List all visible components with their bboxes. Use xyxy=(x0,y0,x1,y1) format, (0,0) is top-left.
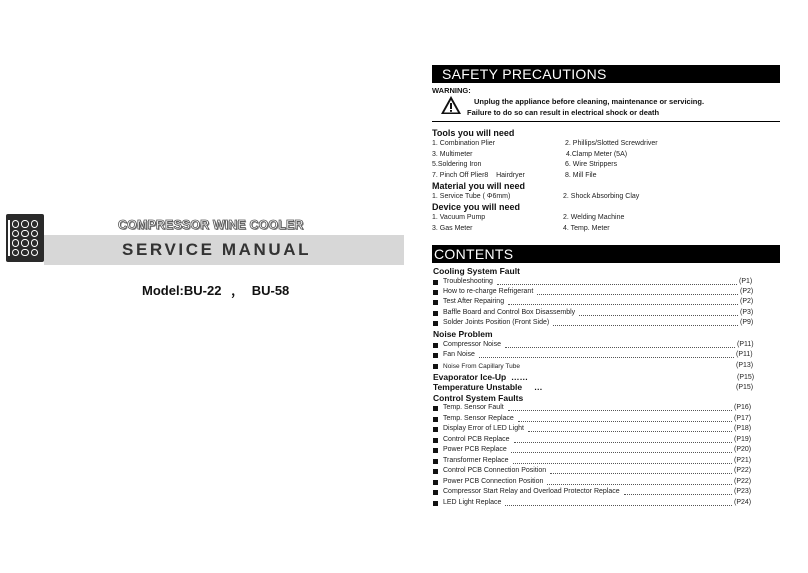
brand-logo-icon xyxy=(6,214,44,262)
contents-header: CONTENTS xyxy=(432,245,780,263)
toc-item-label: Fan Noise xyxy=(443,351,475,358)
bullet-square-icon xyxy=(433,480,438,485)
bullet-square-icon xyxy=(433,459,438,464)
toc-section-page: (P15) xyxy=(736,384,754,391)
toc-item-label: Compressor Start Relay and Overload Protector Replace xyxy=(443,488,620,495)
toc-item[interactable] xyxy=(433,404,753,414)
tool-item: 2. Phillips/Slotted Screwdriver xyxy=(565,140,658,147)
toc-item-label: Display Error of LED Light xyxy=(443,425,524,432)
toc-item[interactable] xyxy=(433,499,753,509)
toc-item-label: Compressor Noise xyxy=(443,341,501,348)
toc-item[interactable] xyxy=(433,362,753,372)
device-item: 1. Vacuum Pump xyxy=(432,214,486,221)
toc-item[interactable] xyxy=(433,478,753,488)
toc-item-label: Power PCB Connection Position xyxy=(443,478,544,485)
bullet-square-icon xyxy=(433,290,438,295)
bullet-square-icon xyxy=(433,311,438,316)
bullet-square-icon xyxy=(433,321,438,326)
bullet-square-icon xyxy=(433,490,438,495)
toc-section-heading: Evaporator Ice-Up xyxy=(433,372,507,382)
toc-item[interactable] xyxy=(433,457,753,467)
toc-item-page: (P17) xyxy=(734,415,752,422)
device-heading: Device you will need xyxy=(432,202,521,212)
toc-item-label: Control PCB Replace xyxy=(443,436,510,443)
toc-item[interactable] xyxy=(433,415,753,425)
toc-item-label: Temp. Sensor Fault xyxy=(443,404,504,411)
tool-item: 5.Soldering Iron xyxy=(432,161,482,168)
safety-header: SAFETY PRECAUTIONS xyxy=(432,65,780,83)
tool-item: 6. Wire Strippers xyxy=(565,161,618,168)
toc-item-page: (P22) xyxy=(734,467,752,474)
toc-item-label: Transformer Replace xyxy=(443,457,509,464)
bullet-square-icon xyxy=(433,438,438,443)
tools-heading: Tools you will need xyxy=(432,128,515,138)
toc-section-page: (P15) xyxy=(737,374,755,381)
bullet-square-icon xyxy=(433,300,438,305)
bullet-square-icon xyxy=(433,469,438,474)
model-second: BU-58 xyxy=(251,283,290,298)
model-separator: ， xyxy=(231,283,245,298)
toc-section-heading: Noise Problem xyxy=(433,329,493,339)
toc-item-page: (P18) xyxy=(734,425,752,432)
bullet-square-icon xyxy=(433,364,438,369)
toc-item[interactable] xyxy=(433,436,753,446)
bullet-square-icon xyxy=(433,501,438,506)
cover-subtitle: COMPRESSOR WINE COOLER xyxy=(118,218,304,232)
toc-item[interactable] xyxy=(433,319,753,329)
toc-item[interactable] xyxy=(433,351,753,361)
model-first: Model:BU-22 xyxy=(142,283,222,298)
toc-item-label: LED Light Replace xyxy=(443,499,502,506)
device-item: 4. Temp. Meter xyxy=(563,225,610,232)
toc-item-page: (P24) xyxy=(734,499,752,506)
toc-item-page: (P13) xyxy=(736,362,754,369)
toc-item-label: Baffle Board and Control Box Disassembly xyxy=(443,309,576,316)
toc-item-page: (P22) xyxy=(734,478,752,485)
toc-item[interactable] xyxy=(433,288,753,298)
tool-item: 3. Multimeter xyxy=(432,151,473,158)
toc-item[interactable] xyxy=(433,446,753,456)
material-item: 1. Service Tube ( Φ6mm) xyxy=(432,193,511,200)
toc-item-page: (P16) xyxy=(734,404,752,411)
toc-item[interactable] xyxy=(433,309,753,319)
bullet-square-icon xyxy=(433,280,438,285)
model-line xyxy=(142,280,289,299)
toc-item-label: Test After Repairing xyxy=(443,298,505,305)
device-item: 2. Welding Machine xyxy=(563,214,625,221)
bullet-square-icon xyxy=(433,417,438,422)
tool-item: 8. Mill File xyxy=(565,172,597,179)
toc-item-page: (P9) xyxy=(740,319,754,326)
toc-item-label: Control PCB Connection Position xyxy=(443,467,547,474)
toc-item-page: (P23) xyxy=(734,488,752,495)
warning-line-2: Failure to do so can result in electrical shock or death xyxy=(467,108,660,117)
bullet-square-icon xyxy=(433,448,438,453)
toc-item-page: (P20) xyxy=(734,446,752,453)
toc-item[interactable] xyxy=(433,278,753,288)
toc-item-page: (P3) xyxy=(740,309,754,316)
toc-item-label: Noise From Capillary Tube xyxy=(443,363,520,370)
warning-label: WARNING: xyxy=(432,86,471,95)
device-item: 3. Gas Meter xyxy=(432,225,473,232)
bullet-square-icon xyxy=(433,353,438,358)
toc-item-page: (P11) xyxy=(737,341,754,348)
toc-section-heading: Temperature Unstable xyxy=(433,382,523,392)
material-heading: Material you will need xyxy=(432,181,526,191)
toc-item[interactable] xyxy=(433,488,753,498)
toc-item[interactable] xyxy=(433,425,753,435)
toc-section-dots: …… xyxy=(511,372,528,382)
toc-item-label: Power PCB Replace xyxy=(443,446,507,453)
tool-item: 7. Pinch Off Plier8 Hairdryer xyxy=(432,172,525,179)
warning-triangle-icon xyxy=(440,95,462,115)
tool-item: 4.Clamp Meter (5A) xyxy=(566,151,628,158)
toc-item-page: (P11) xyxy=(736,351,753,358)
toc-item-page: (P21) xyxy=(734,457,752,464)
toc-item-page: (P1) xyxy=(739,278,753,285)
toc-item-page: (P2) xyxy=(740,298,754,305)
toc-item[interactable] xyxy=(433,467,753,477)
toc-section-heading: Cooling System Fault xyxy=(433,266,520,276)
cover-title: SERVICE MANUAL xyxy=(122,240,312,259)
divider xyxy=(432,121,780,122)
toc-item-page: (P19) xyxy=(734,436,752,443)
bullet-square-icon xyxy=(433,406,438,411)
warning-line-1: Unplug the appliance before cleaning, maintenance or servicing. xyxy=(474,97,705,106)
toc-item[interactable] xyxy=(433,341,753,351)
toc-item-label: Solder Joints Position (Front Side) xyxy=(443,319,550,326)
toc-item-label: Troubleshooting xyxy=(443,278,493,285)
toc-item-label: How to re-charge Refrigerant xyxy=(443,288,534,295)
toc-item-page: (P2) xyxy=(740,288,754,295)
bullet-square-icon xyxy=(433,343,438,348)
toc-section-dots: … xyxy=(534,382,543,392)
toc-section-heading: Control System Faults xyxy=(433,393,524,403)
toc-item-label: Temp. Sensor Replace xyxy=(443,415,514,422)
bullet-square-icon xyxy=(433,427,438,432)
material-item: 2. Shock Absorbing Clay xyxy=(563,193,640,200)
tool-item: 1. Combination Plier xyxy=(432,140,496,147)
toc-item[interactable] xyxy=(433,298,753,308)
